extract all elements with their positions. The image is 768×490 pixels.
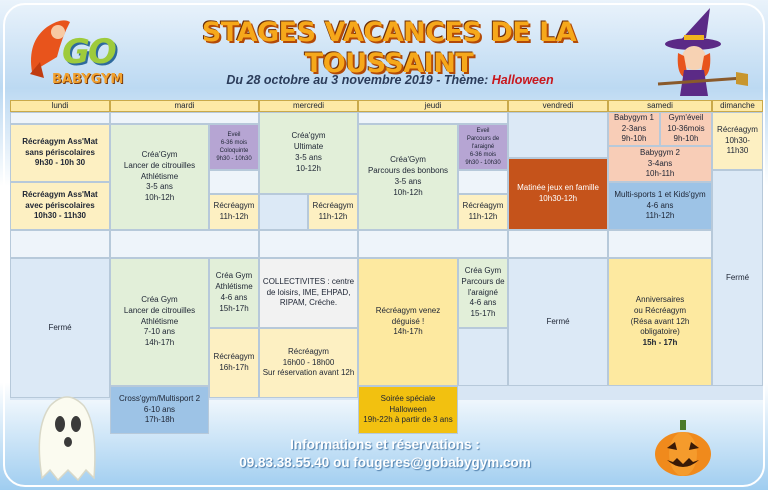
mardi-eveil: Eveil 6-36 mois Coloquinte 9h30 - 10h30 (209, 124, 259, 170)
jeudi-recreagym-matin: Récréagym 11h-12h (458, 194, 508, 230)
vendredi-ferme: Fermé (508, 258, 608, 386)
jeudi-empty-aprem (458, 328, 508, 386)
jeudi-empty-mid (358, 230, 508, 258)
lundi-recreagym-sans-peri: Récréagym Ass'Mat sans périscolaires 9h30 - 10h 30 (10, 124, 110, 182)
mardi-empty-mid (110, 230, 259, 258)
mercredi-empty-mid (259, 230, 358, 258)
dimanche-ferme: Fermé (712, 170, 763, 386)
logo-babygym-text: BABYGYM (52, 72, 124, 87)
samedi-anniversaires-text: Anniversaires ou Récréagym (Résa avant 12h obligatoire) (630, 295, 690, 337)
jeudi-recreagym-deguise: Récréagym venez déguisé ! 14h-17h (358, 258, 458, 386)
samedi-empty-mid (608, 230, 712, 258)
schedule-table (10, 100, 763, 425)
page-title: STAGES VACANCES DE LA TOUSSAINT (201, 17, 577, 79)
day-header-mardi: mardi (110, 100, 259, 112)
mardi-recreagym-matin: Récréagym 11h-12h (209, 194, 259, 230)
day-header-vendredi: vendredi (508, 100, 608, 112)
mardi-recreagym-aprem: Récréagym 16h-17h (209, 328, 259, 398)
samedi-anniversaires (608, 258, 712, 386)
ghost-icon (30, 388, 105, 484)
samedi-babygym1: Babygym 1 2-3ans 9h-10h (608, 112, 660, 146)
mercredi-creagym-ultimate: Créa'gym Ultimate 3-5 ans 10-12h (259, 112, 358, 194)
lundi-ferme: Fermé (10, 258, 110, 398)
dimanche-recreagym: Récréagym 10h30-11h30 (712, 112, 763, 170)
vendredi-empty-mid (508, 230, 608, 258)
footer-contact: 09.83.38.55.40 ou fougeres@gobabygym.com (239, 455, 531, 470)
day-header-jeudi: jeudi (358, 100, 508, 112)
jeudi-creagym-araigne: Créa Gym Parcours de l'araigné 4-6 ans 15-17h (458, 258, 508, 328)
mardi-creagym-citrouilles: Créa'Gym Lancer de citrouilles Athlétisme 3-5 ans 10h-12h (110, 124, 209, 230)
jeudi-creagym-bonbons: Créa'Gym Parcours des bonbons 3-5 ans 10h-12h (358, 124, 458, 230)
mardi-creagym-7-10: Créa Gym Lancer de citrouilles Athlétisme 7-10 ans 14h-17h (110, 258, 209, 386)
mardi-crossgym: Cross'gym/Multisport 2 6-10 ans 17h-18h (110, 386, 209, 434)
samedi-anniversaires-time: 15h - 17h (642, 338, 678, 348)
day-header-samedi: samedi (608, 100, 712, 112)
pumpkin-icon (653, 418, 713, 478)
subtitle (150, 73, 630, 87)
samedi-multisports: Multi-sports 1 et Kids'gym 4-6 ans 11h-12h (608, 182, 712, 230)
logo-go-text: GO (62, 32, 115, 72)
mercredi-collectivites: COLLECTIVITES : centre de loisirs, IME, EHPAD, RIPAM, Créche. (259, 258, 358, 328)
subtitle-dates: Du 28 octobre au 3 novembre 2019 - Thème: (226, 73, 492, 87)
mardi-empty-small (209, 170, 259, 194)
jeudi-empty-small (458, 170, 508, 194)
lundi-empty-mid (10, 230, 110, 258)
vendredi-matinee-jeux: Matinée jeux en famille 10h30-12h (508, 158, 608, 230)
mercredi-recreagym-aprem: Récréagym 16h00 - 18h00 Sur réservation avant 12h (259, 328, 358, 398)
samedi-gymeveil: Gym'éveil 10-36mois 9h-10h (660, 112, 712, 146)
mardi-creagym-4-6: Créa Gym Athlétisme 4-6 ans 15h-17h (209, 258, 259, 328)
subtitle-theme: Halloween (491, 73, 554, 87)
mercredi-recreagym-matin: Récréagym 11h-12h (308, 194, 358, 230)
jeudi-eveil: Eveil Parcours de l'araigné 6-36 mois 9h30 - 10h30 (458, 124, 508, 170)
day-header-lundi: lundi (10, 100, 110, 112)
jeudi-soiree-halloween: Soirée spéciale Halloween 19h-22h à partir de 3 ans (358, 386, 458, 434)
jeudi-empty-top (358, 112, 508, 124)
day-header-mercredi: mercredi (259, 100, 358, 112)
footer-info-label: Informations et réservations : (290, 437, 480, 452)
logo (22, 12, 142, 92)
lundi-recreagym-avec-peri: Récréagym Ass'Mat avec périscolaires 10h30 - 11h30 (10, 182, 110, 230)
day-header-dimanche: dimanche (712, 100, 763, 112)
mercredi-empty-small (259, 194, 308, 230)
mardi-empty-top (110, 112, 259, 124)
lundi-empty-top (10, 112, 110, 124)
witch-icon (648, 8, 748, 100)
vendredi-empty-top (508, 112, 608, 158)
samedi-babygym2: Babygym 2 3-4ans 10h-11h (608, 146, 712, 182)
